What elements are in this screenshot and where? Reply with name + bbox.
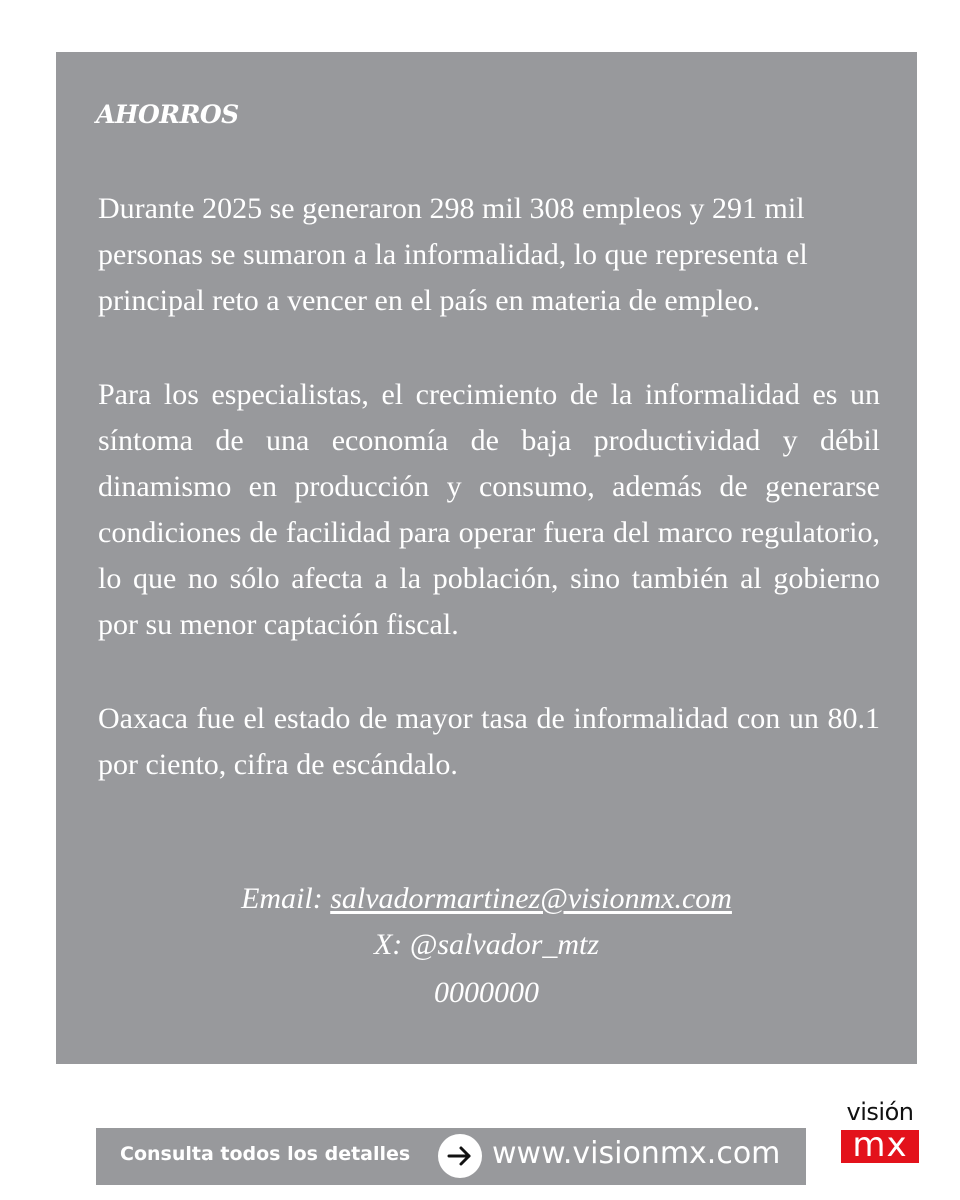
x-handle[interactable]: X: @salvador_mtz [373,928,600,961]
logo-top-text: visión [846,1098,914,1126]
section-title: AHORROS [96,100,239,129]
arrow-right-icon[interactable] [438,1134,482,1178]
logo-bottom-text: mx [852,1125,908,1165]
paragraph-employment: Durante 2025 se generaron 298 mil 308 empleos y 291 mil personas se sumaron a la informalidad, lo que representa el principal reto a vencer en el país en materia de empleo. [98,192,808,317]
footer-website-link[interactable]: www.visionmx.com [492,1136,781,1171]
email-link[interactable]: salvadormartinez@visionmx.com [330,882,732,915]
article-panel [56,52,917,1064]
contact-email-line [56,876,917,922]
footer-cta-label: Consulta todos los detalles [120,1143,411,1165]
footer-cta-bar[interactable] [96,1128,806,1185]
paragraph-specialists: Para los especialistas, el crecimiento de la informalidad es un síntoma de una economía de baja productividad y débil dinamismo en producción y consumo, además de generarse condiciones de facilidad para operar fuera del marco regulatorio, lo que no sólo afecta a la población, sino también al gobierno por su menor captación fiscal. [98,378,880,641]
logo-red-box [841,1125,919,1165]
contact-code: 0000000 [434,976,539,1009]
vision-mx-logo [838,1098,922,1168]
paragraph-oaxaca: Oaxaca fue el estado de mayor tasa de informalidad con un 80.1 por ciento, cifra de escándalo. [98,702,880,781]
email-label: Email: [241,882,323,915]
